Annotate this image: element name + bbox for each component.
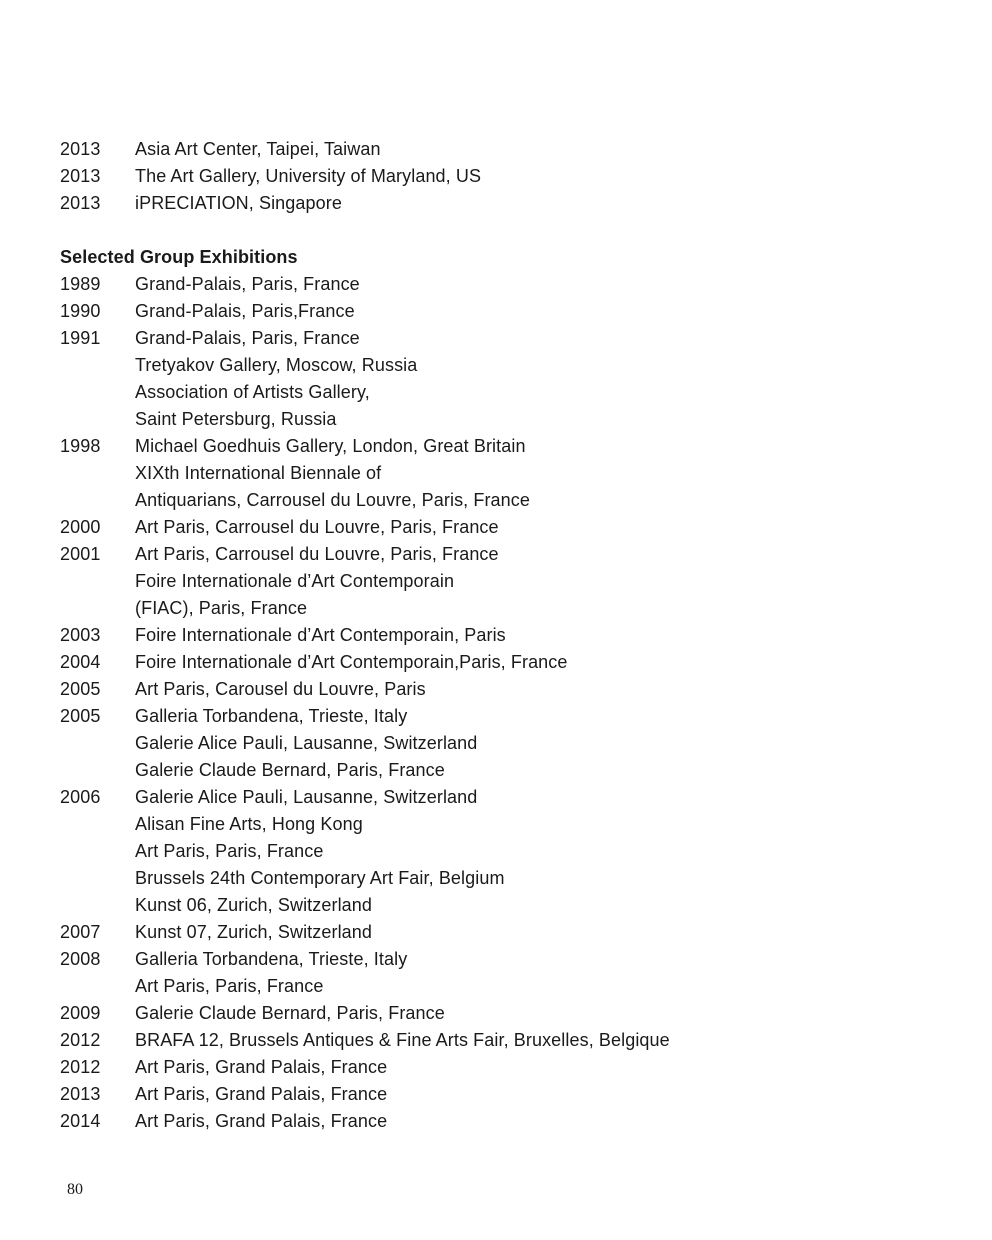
exhibition-year — [60, 973, 135, 1000]
exhibition-venue: Alisan Fine Arts, Hong Kong — [135, 814, 363, 834]
exhibition-row — [60, 298, 940, 325]
exhibition-venue: Art Paris, Grand Palais, France — [135, 1111, 388, 1131]
exhibition-row — [60, 352, 940, 379]
exhibition-venue: Art Paris, Grand Palais, France — [135, 1084, 388, 1104]
exhibition-venue: Galerie Alice Pauli, Lausanne, Switzerland — [135, 733, 478, 753]
exhibition-row — [60, 892, 940, 919]
exhibition-year — [60, 865, 135, 892]
exhibition-year — [60, 406, 135, 433]
exhibition-venue: Galleria Torbandena, Trieste, Italy — [135, 949, 408, 969]
exhibition-row — [60, 1027, 940, 1054]
exhibition-venue: Galleria Torbandena, Trieste, Italy — [135, 706, 408, 726]
exhibition-row — [60, 433, 940, 460]
exhibition-row — [60, 163, 940, 190]
exhibition-venue: Brussels 24th Contemporary Art Fair, Belgium — [135, 868, 505, 888]
exhibition-year: 1989 — [60, 274, 101, 294]
exhibition-row — [60, 271, 940, 298]
exhibition-venue: XIXth International Biennale of — [135, 463, 382, 483]
exhibition-year: 1998 — [60, 436, 101, 456]
exhibition-venue: Foire Internationale d’Art Contemporain,Paris, France — [135, 652, 568, 672]
exhibition-row — [60, 703, 940, 730]
exhibition-row — [60, 811, 940, 838]
exhibition-row — [60, 1081, 940, 1108]
exhibition-year: 2004 — [60, 652, 101, 672]
exhibition-row — [60, 136, 940, 163]
exhibition-year: 2005 — [60, 679, 101, 699]
exhibition-year: 2006 — [60, 787, 101, 807]
exhibition-venue: Michael Goedhuis Gallery, London, Great Britain — [135, 436, 526, 456]
exhibition-venue: Grand-Palais, Paris, France — [135, 274, 360, 294]
exhibition-venue: Galerie Claude Bernard, Paris, France — [135, 760, 445, 780]
exhibition-row — [60, 406, 940, 433]
exhibition-year: 2007 — [60, 922, 101, 942]
exhibition-row — [60, 757, 940, 784]
exhibition-venue: Kunst 06, Zurich, Switzerland — [135, 895, 373, 915]
exhibition-row — [60, 1054, 940, 1081]
exhibition-venue: Galerie Alice Pauli, Lausanne, Switzerland — [135, 787, 478, 807]
exhibition-year — [60, 595, 135, 622]
exhibition-venue: Antiquarians, Carrousel du Louvre, Paris, France — [135, 490, 530, 510]
exhibition-row — [60, 865, 940, 892]
exhibition-row — [60, 919, 940, 946]
exhibition-venue: Association of Artists Gallery, — [135, 382, 370, 402]
exhibition-row — [60, 1108, 940, 1135]
exhibition-year — [60, 568, 135, 595]
exhibition-year: 1990 — [60, 301, 101, 321]
exhibition-year — [60, 379, 135, 406]
exhibition-year: 2013 — [60, 1084, 101, 1104]
exhibition-row — [60, 784, 940, 811]
exhibition-venue: Art Paris, Paris, France — [135, 976, 324, 996]
exhibition-venue: Foire Internationale d’Art Contemporain, Paris — [135, 625, 506, 645]
exhibition-row — [60, 595, 940, 622]
exhibition-venue: Galerie Claude Bernard, Paris, France — [135, 1003, 445, 1023]
exhibition-year: 2013 — [60, 193, 101, 213]
exhibition-venue: (FIAC), Paris, France — [135, 598, 308, 618]
exhibition-year — [60, 811, 135, 838]
exhibition-year: 2005 — [60, 706, 101, 726]
exhibition-row — [60, 973, 940, 1000]
exhibition-row — [60, 460, 940, 487]
exhibition-row — [60, 514, 940, 541]
exhibition-year: 2000 — [60, 517, 101, 537]
exhibition-venue: Tretyakov Gallery, Moscow, Russia — [135, 355, 418, 375]
section-gap — [60, 217, 940, 244]
exhibition-year — [60, 487, 135, 514]
exhibition-venue: Grand-Palais, Paris,France — [135, 301, 355, 321]
exhibition-year: 2008 — [60, 949, 101, 969]
page-number: 80 — [67, 1181, 83, 1198]
exhibition-row — [60, 325, 940, 352]
group-exhibitions-list — [60, 271, 940, 1135]
exhibition-row — [60, 649, 940, 676]
exhibition-row — [60, 379, 940, 406]
exhibition-row — [60, 190, 940, 217]
exhibition-venue: Art Paris, Carrousel du Louvre, Paris, France — [135, 517, 499, 537]
exhibition-venue: BRAFA 12, Brussels Antiques & Fine Arts Fair, Bruxelles, Belgique — [135, 1030, 670, 1050]
solo-exhibitions-continued-list — [60, 136, 940, 217]
exhibition-year: 2013 — [60, 139, 101, 159]
exhibition-year: 2012 — [60, 1030, 101, 1050]
exhibition-venue: Foire Internationale d’Art Contemporain — [135, 571, 455, 591]
exhibition-venue: The Art Gallery, University of Maryland, US — [135, 166, 482, 186]
exhibition-year — [60, 730, 135, 757]
exhibition-year — [60, 352, 135, 379]
exhibition-venue: Saint Petersburg, Russia — [135, 409, 337, 429]
exhibition-row — [60, 1000, 940, 1027]
exhibition-venue: iPRECIATION, Singapore — [135, 193, 342, 213]
exhibition-year: 2003 — [60, 625, 101, 645]
exhibition-row — [60, 622, 940, 649]
exhibition-row — [60, 676, 940, 703]
exhibition-year: 2001 — [60, 544, 101, 564]
exhibition-row — [60, 730, 940, 757]
exhibition-venue: Grand-Palais, Paris, France — [135, 328, 360, 348]
exhibition-venue: Art Paris, Carrousel du Louvre, Paris, France — [135, 544, 499, 564]
exhibition-year: 1991 — [60, 328, 101, 348]
exhibition-row — [60, 838, 940, 865]
exhibition-venue: Art Paris, Paris, France — [135, 841, 324, 861]
exhibition-year: 2013 — [60, 166, 101, 186]
exhibition-year — [60, 838, 135, 865]
exhibition-row — [60, 568, 940, 595]
exhibition-venue: Asia Art Center, Taipei, Taiwan — [135, 139, 381, 159]
exhibition-row — [60, 541, 940, 568]
exhibition-row — [60, 946, 940, 973]
exhibition-year: 2012 — [60, 1057, 101, 1077]
exhibition-row — [60, 487, 940, 514]
exhibition-year: 2014 — [60, 1111, 101, 1131]
exhibition-venue: Art Paris, Grand Palais, France — [135, 1057, 388, 1077]
exhibition-year: 2009 — [60, 1003, 101, 1023]
exhibition-year — [60, 757, 135, 784]
group-exhibitions-heading: Selected Group Exhibitions — [60, 247, 298, 267]
exhibition-year — [60, 892, 135, 919]
exhibition-year — [60, 460, 135, 487]
exhibition-venue: Kunst 07, Zurich, Switzerland — [135, 922, 373, 942]
exhibition-venue: Art Paris, Carousel du Louvre, Paris — [135, 679, 426, 699]
exhibitions-content — [60, 136, 940, 1135]
